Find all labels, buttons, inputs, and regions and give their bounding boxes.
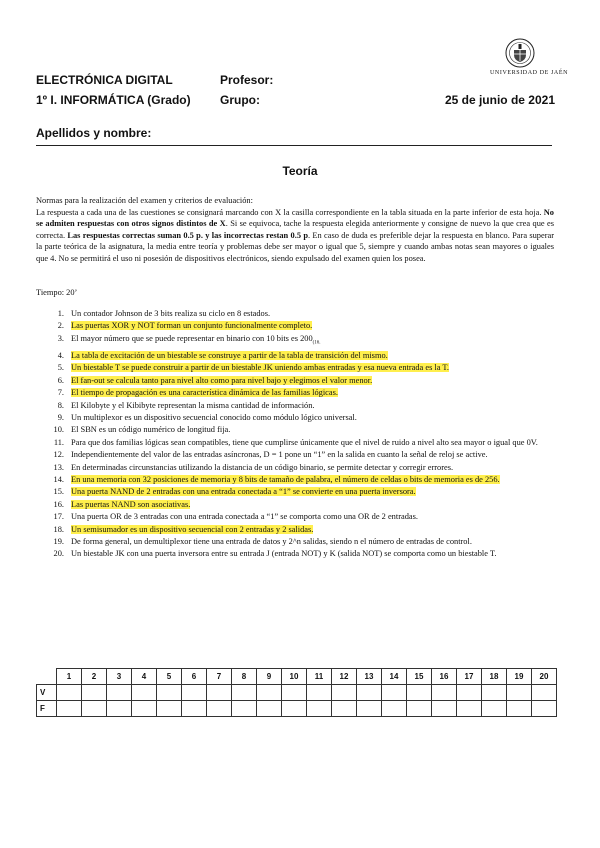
question-number: 11. xyxy=(53,437,64,447)
question-number: 15. xyxy=(53,487,64,497)
answer-cell[interactable] xyxy=(407,685,432,701)
answer-cell[interactable] xyxy=(232,685,257,701)
question-item xyxy=(48,474,554,486)
question-text: Para que dos familias lógicas sean compatibles, tiene que cumplirse únicamente que el nivel de ruido a nivel alto sea mayor o igual que 0V. xyxy=(71,437,538,447)
question-number: 18. xyxy=(53,524,64,534)
profesor-label: Profesor: xyxy=(220,73,274,87)
answer-cell[interactable] xyxy=(532,685,557,701)
answer-cell[interactable] xyxy=(332,685,357,701)
question-number: 9. xyxy=(57,412,64,422)
answer-cell[interactable] xyxy=(132,685,157,701)
answer-cell[interactable] xyxy=(207,701,232,717)
question-item xyxy=(48,462,554,474)
question-text: Independientemente del valor de las entradas asíncronas, D = 1 pone un “1” en la salida en cuanto la señal de reloj se active. xyxy=(71,450,488,460)
column-header: 10 xyxy=(282,669,307,685)
column-header: 16 xyxy=(432,669,457,685)
column-header: 12 xyxy=(332,669,357,685)
question-number: 1. xyxy=(57,309,64,318)
question-text: Un multiplexor es un dispositivo secuencial conocido como módulo lógico universal. xyxy=(71,412,357,422)
question-item xyxy=(48,362,554,374)
question-text: Las puertas XOR y NOT forman un conjunto funcionalmente completo. xyxy=(71,321,313,331)
question-item xyxy=(48,375,554,387)
question-text: El Kilobyte y el Kibibyte representan la misma cantidad de información. xyxy=(71,400,315,410)
answer-cell[interactable] xyxy=(507,701,532,717)
answer-cell[interactable] xyxy=(357,701,382,717)
question-number: 17. xyxy=(53,512,64,522)
question-text: Un biestable T se puede construir a partir de un biestable JK uniendo ambas entradas y esa nueva entrada es la T. xyxy=(71,363,449,373)
answer-cell[interactable] xyxy=(282,685,307,701)
question-item xyxy=(48,524,554,536)
answer-table xyxy=(36,668,557,717)
grupo-label: Grupo: xyxy=(220,93,260,107)
answer-cell[interactable] xyxy=(432,685,457,701)
question-number: 10. xyxy=(53,425,64,435)
answer-cell[interactable] xyxy=(532,701,557,717)
answer-cell[interactable] xyxy=(407,701,432,717)
answer-cell[interactable] xyxy=(257,685,282,701)
question-text: El mayor número que se puede representar en binario con 10 bits es 200 xyxy=(71,333,313,343)
question-item xyxy=(48,449,554,461)
question-subscript: (16. xyxy=(312,340,321,346)
answer-cell[interactable] xyxy=(82,701,107,717)
question-number: 19. xyxy=(53,536,64,546)
column-header: 18 xyxy=(482,669,507,685)
column-header: 6 xyxy=(182,669,207,685)
question-item xyxy=(48,424,554,436)
question-text: El tiempo de propagación es una característica dinámica de las familias lógicas. xyxy=(71,388,338,398)
question-text: El fan-out se calcula tanto para nivel alto como para nivel bajo y elegimos el valor menor. xyxy=(71,375,373,385)
question-item xyxy=(48,412,554,424)
question-text: Un semisumador es un dispositivo secuencial con 2 entradas y 2 salidas. xyxy=(71,524,314,534)
question-item xyxy=(48,437,554,449)
answer-cell[interactable] xyxy=(482,701,507,717)
answer-cell[interactable] xyxy=(432,701,457,717)
section-title: Teoría xyxy=(282,164,318,178)
question-item xyxy=(48,486,554,498)
column-header: 14 xyxy=(382,669,407,685)
question-number: 8. xyxy=(57,400,64,410)
question-text: En determinadas circunstancias utilizando la distancia de un código binario, se permite detectar y corregir errores. xyxy=(71,462,454,472)
course-group-name: 1º I. INFORMÁTICA (Grado) xyxy=(36,93,191,107)
answer-cell[interactable] xyxy=(457,701,482,717)
university-logo xyxy=(490,38,569,76)
question-item xyxy=(48,350,554,362)
column-header: 1 xyxy=(57,669,82,685)
answer-cell[interactable] xyxy=(82,685,107,701)
answer-cell[interactable] xyxy=(457,685,482,701)
answer-cell[interactable] xyxy=(232,701,257,717)
university-seal-icon xyxy=(505,38,535,68)
answer-cell[interactable] xyxy=(382,685,407,701)
exam-date: 25 de junio de 2021 xyxy=(444,93,555,107)
question-text: Las puertas NAND son asociativas. xyxy=(71,499,191,509)
rules-heading: Normas para la realización del examen y criterios de evaluación: xyxy=(36,196,253,205)
question-text: De forma general, un demultiplexor tiene una entrada de datos y 2^n salidas, siendo n el número de entradas de control. xyxy=(71,536,472,546)
question-number: 6. xyxy=(57,375,64,385)
question-list xyxy=(48,308,554,561)
name-input-line[interactable] xyxy=(36,145,552,146)
question-item xyxy=(48,511,554,523)
answer-cell[interactable] xyxy=(132,701,157,717)
question-item xyxy=(48,536,554,548)
question-text: En una memoria con 32 posiciones de memoria y 8 bits de tamaño de palabra, el número de celdas o bits de memoria es de 256. xyxy=(71,474,500,484)
question-number: 20. xyxy=(53,549,64,559)
answer-cell[interactable] xyxy=(257,701,282,717)
answer-cell[interactable] xyxy=(182,701,207,717)
answer-cell[interactable] xyxy=(157,701,182,717)
column-header: 11 xyxy=(307,669,332,685)
row-label: V xyxy=(37,685,57,701)
answer-cell[interactable] xyxy=(282,701,307,717)
answer-cell[interactable] xyxy=(357,685,382,701)
question-number: 2. xyxy=(57,321,64,331)
question-number: 5. xyxy=(57,363,64,373)
question-number: 14. xyxy=(53,474,64,484)
question-text: La tabla de excitación de un biestable se construye a partir de la tabla de transición del mismo. xyxy=(71,350,388,360)
answer-cell[interactable] xyxy=(107,685,132,701)
exam-rules xyxy=(36,195,554,264)
column-header: 17 xyxy=(457,669,482,685)
answer-cell[interactable] xyxy=(157,685,182,701)
course-name: ELECTRÓNICA DIGITAL xyxy=(36,73,173,87)
question-item xyxy=(48,387,554,399)
column-header: 20 xyxy=(532,669,557,685)
question-item xyxy=(48,333,554,350)
question-item xyxy=(48,548,554,560)
question-number: 13. xyxy=(53,462,64,472)
column-header: 15 xyxy=(407,669,432,685)
column-header: 13 xyxy=(357,669,382,685)
question-text: El SBN es un código numérico de longitud fija. xyxy=(71,425,231,435)
question-text: Una puerta NAND de 2 entradas con una entrada conectada a “1” se convierte en una puerta inversora. xyxy=(71,487,416,497)
answer-cell[interactable] xyxy=(482,685,507,701)
answer-cell[interactable] xyxy=(107,701,132,717)
question-number: 7. xyxy=(57,388,64,398)
column-header: 9 xyxy=(257,669,282,685)
answer-cell[interactable] xyxy=(57,701,82,717)
column-header: 5 xyxy=(157,669,182,685)
column-header: 19 xyxy=(507,669,532,685)
question-number: 3. xyxy=(57,333,64,343)
answer-cell[interactable] xyxy=(307,685,332,701)
answer-cell[interactable] xyxy=(57,685,82,701)
header-corner xyxy=(37,669,57,685)
rules-body: La respuesta a cada una de las cuestiones se consignará marcando con X la casilla correspondiente en la tabla situada en la parte inferior de esta hoja. No se admiten respuestas con otros signos distintos de X. Si se equivoca, tache la respuesta elegida anteriormente y consigne de nuevo la que crea que es correcta. Las respuestas correctas suman 0.5 p. y las incorrectas restan 0.5 p. En caso de duda es preferible dejar la respuesta en blanco. Para superar la parte teórica de la asignatura, la media entre teoría y problemas debe ser mayor o igual que 5, siempre y cuando ambas notas sean mayores o iguales que 4. No se permitirá el uso ni posesión de dispositivos electrónicos, siendo expulsado del examen quien los posea. xyxy=(36,207,555,263)
question-item xyxy=(48,320,554,332)
question-item xyxy=(48,308,554,320)
column-header: 3 xyxy=(107,669,132,685)
answer-cell[interactable] xyxy=(182,685,207,701)
column-header: 4 xyxy=(132,669,157,685)
answer-cell[interactable] xyxy=(207,685,232,701)
name-label: Apellidos y nombre: xyxy=(36,126,152,140)
answer-cell[interactable] xyxy=(382,701,407,717)
question-item xyxy=(48,499,554,511)
time-limit: Tiempo: 20’ xyxy=(36,288,78,297)
column-header: 2 xyxy=(82,669,107,685)
question-item xyxy=(48,400,554,412)
question-text: Un contador Johnson de 3 bits realiza su ciclo en 8 estados. xyxy=(71,309,271,318)
column-header: 8 xyxy=(232,669,257,685)
question-number: 12. xyxy=(53,450,64,460)
answer-cell[interactable] xyxy=(507,685,532,701)
question-text: Una puerta OR de 3 entradas con una entrada conectada a “1” se comporta como una OR de 2 entradas. xyxy=(71,512,418,522)
answer-cell[interactable] xyxy=(332,701,357,717)
question-text: Un biestable JK con una puerta inversora entre su entrada J (entrada NOT) y K (salida NOT) se comporta como un biestable T. xyxy=(71,549,497,559)
column-header: 7 xyxy=(207,669,232,685)
row-label: F xyxy=(37,701,57,717)
question-number: 16. xyxy=(53,499,64,509)
university-name: UNIVERSIDAD DE JAÉN xyxy=(490,70,569,76)
question-number: 4. xyxy=(57,350,64,360)
answer-cell[interactable] xyxy=(307,701,332,717)
